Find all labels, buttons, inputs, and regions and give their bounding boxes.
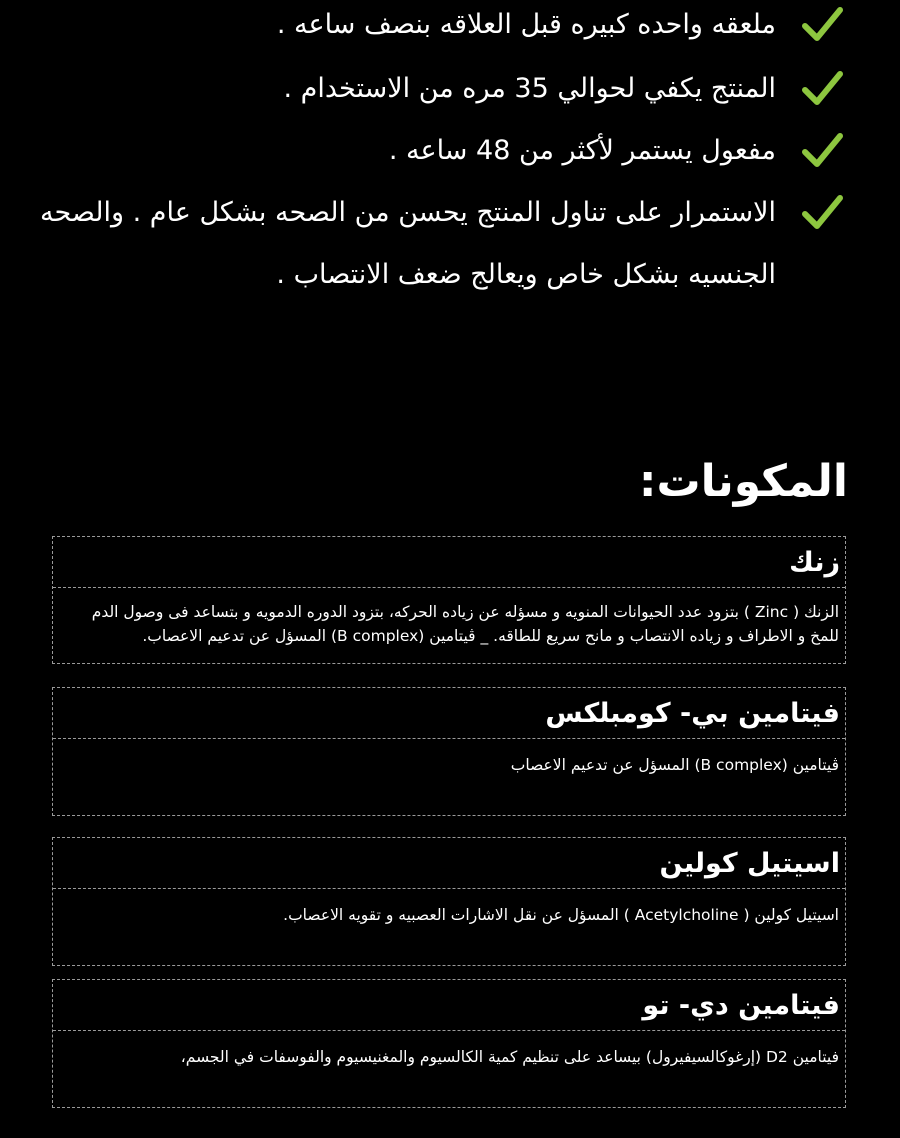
benefit-item	[25, 182, 845, 306]
ingredient-card-header	[53, 838, 845, 889]
ingredient-card-header	[53, 537, 845, 588]
ingredient-card-header	[53, 688, 845, 739]
ingredients-heading: المكونات:	[638, 456, 848, 507]
benefit-item	[25, 58, 845, 120]
check-icon	[800, 66, 845, 111]
ingredient-card-vitamin-b-complex	[52, 687, 846, 816]
benefit-text: المنتج يكفي لحوالي 35 مره من الاستخدام .	[283, 73, 776, 104]
ingredient-title: زنك	[789, 546, 840, 578]
check-icon	[800, 128, 845, 173]
check-icon	[800, 190, 845, 235]
benefit-text: مفعول يستمر لأكثر من 48 ساعه .	[388, 135, 776, 166]
ingredient-title: فيتامين دي- تو	[642, 989, 840, 1021]
ingredient-description: فيتامين D2 (إرغوكالسيفيرول) بيساعد على تنظيم كمية الكالسيوم والمغنيسيوم والفوسفات في الجسم،	[180, 1048, 839, 1066]
ingredient-title: فيتامين بي- كومبلكس	[545, 697, 840, 729]
ingredient-description: اسيتيل كولين ( Acetylcholine ) المسؤل عن نقل الاشارات العصبيه و تقويه الاعصاب.	[283, 906, 839, 924]
ingredient-card-vitamin-d2	[52, 979, 846, 1108]
benefit-item	[25, 120, 845, 182]
benefit-text: الاستمرار على تناول المنتج يحسن من الصحه بشكل عام . والصحه الجنسيه بشكل خاص ويعالج ضعف الانتصاب .	[39, 197, 776, 290]
ingredient-description: ڤيتامين (B complex) المسؤل عن تدعيم الاعصاب	[510, 756, 839, 774]
ingredient-card-acetylcholine	[52, 837, 846, 966]
ingredient-description: الزنك ( Zinc ) بتزود عدد الحيوانات المنويه و مسؤله عن زياده الحركه، بتزود الدوره الدمويه و بتساعد فى وصول الدم للمخ و الاطراف و زياده الانتصاب و مانح سريع للطاقه. _ ڤيتامين (B complex) المسؤل عن تدعيم الاعصاب.	[91, 603, 839, 645]
benefit-item	[25, 0, 845, 56]
ingredient-card-header	[53, 980, 845, 1031]
ingredient-title: اسيتيل كولين	[659, 847, 840, 879]
ingredient-card-zinc	[52, 536, 846, 664]
benefit-text: ملعقه واحده كبيره قبل العلاقه بنصف ساعه .	[276, 9, 776, 40]
check-icon	[800, 2, 845, 47]
